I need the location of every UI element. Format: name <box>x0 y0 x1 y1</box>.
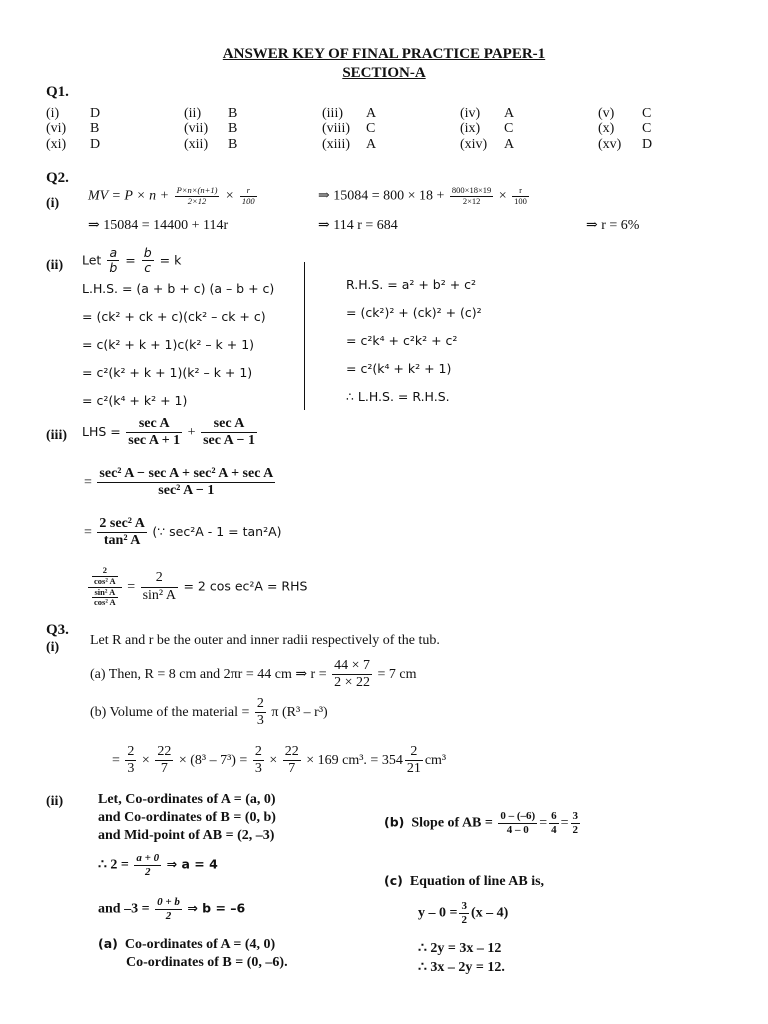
q2-i-formula: MV = P × n + $\frac{P\times n\times(n+1)}{2\times 12}$ × $\frac{r}{100}$ <box>88 185 255 206</box>
q1-question-number: (i) <box>46 106 60 121</box>
q2-iii-lhs: LHS = $\frac{\text{sec A}}{\text{sec A + 1}}$ + $\frac{\text{sec A}}{\text{sec A − 1}}$ <box>82 416 255 449</box>
q1-answer-letter: A <box>504 106 515 121</box>
q1-question-number: (iii) <box>322 106 343 121</box>
q3-ii-part-a: (a) Co-ordinates of A = (4, 0) <box>98 936 276 952</box>
q1-question-number: (xi) <box>46 137 67 152</box>
q3-i-intro: Let R and r be the outer and inner radii respectively of the tub. <box>90 633 440 648</box>
q1-question-number: (xii) <box>184 137 209 152</box>
q3-ii-part-c: (c) Equation of line AB is, <box>384 873 545 889</box>
q1-question-number: (xv) <box>598 137 622 152</box>
column-divider <box>304 262 305 410</box>
q3-ii-equation-1: y – 0 = $\frac{3}{2}$ (x – 4) <box>418 900 509 926</box>
q3-ii-line2: and Co-ordinates of B = (0, b) <box>98 810 276 825</box>
q2-iii-label: (iii) <box>46 428 67 443</box>
q2-iii-step4: $\frac{\frac{2}{\text{cos² A}}}{\frac{\text{sin² A}}{\text{cos² A}}}$ = $\frac{2}{\text{sin² A}}$ = 2 cos ec²A = RHS <box>86 566 307 608</box>
q3-ii-label: (ii) <box>46 794 64 809</box>
q1-answer-letter: B <box>228 106 238 121</box>
q1-question-number: (vii) <box>184 121 209 136</box>
rhs-step: ∴ L.H.S. = R.H.S. <box>346 389 450 404</box>
q1-answer-letter: D <box>642 137 653 152</box>
q3-ii-equation-3: ∴ 3x – 2y = 12. <box>418 960 505 975</box>
lhs-step: = (ck² + ck + c)(ck² – ck + c) <box>82 309 266 324</box>
q1-answer-letter: B <box>90 121 100 136</box>
q3-ii-solve-a: ∴ 2 = $\frac{a + 0}{2}$ ⇒ a = 4 <box>98 852 218 878</box>
q2-ii-label: (ii) <box>46 258 64 273</box>
q1-question-number: (xiii) <box>322 137 350 152</box>
lhs-step: = c²(k⁴ + k² + 1) <box>82 393 188 408</box>
q3-i-computation: = $\frac{2}{3}$ × $\frac{22}{7}$ × (8³ – 7³) = $\frac{2}{3}$ × $\frac{22}{7}$ × 169 cm³. = 354 $\frac{2}{21}$ cm³ <box>112 744 447 777</box>
q3-i-part-b: (b) Volume of the material = $\frac{2}{3}$ π (R³ – r³) <box>90 696 328 729</box>
q3-ii-part-b: (b) Slope of AB = $\frac{0 - (-6)}{4 - 0}$ = $\frac{6}{4}$ = $\frac{3}{2}$ <box>384 810 579 836</box>
q3-ii-solve-b: and –3 = $\frac{0 + b}{2}$ ⇒ b = –6 <box>98 896 246 922</box>
rhs-step: R.H.S. = a² + b² + c² <box>346 277 477 292</box>
q2-i-step3: ⇒ 114 r = 684 <box>318 218 398 233</box>
q3-ii-part-a-line2: Co-ordinates of B = (0, –6). <box>126 955 288 970</box>
q1-answer-letter: B <box>228 121 238 136</box>
q3-i-label: (i) <box>46 640 60 655</box>
q1-answer-letter: A <box>366 137 377 152</box>
q3-ii-line3: and Mid-point of AB = (2, –3) <box>98 828 275 843</box>
lhs-step: = c(k² + k + 1)c(k² – k + 1) <box>82 337 255 352</box>
q1-answer-letter: C <box>642 121 652 136</box>
q2-iii-step3: = $\frac{\text{2 sec² A}}{\text{tan² A}}$ (∵ sec²A - 1 = tan²A) <box>84 516 282 549</box>
q1-question-number: (ii) <box>184 106 202 121</box>
q2-ii-assumption: Let $\frac{a}{b}$ = $\frac{b}{c}$ = k <box>82 245 182 276</box>
q3-ii-line1: Let, Co-ordinates of A = (a, 0) <box>98 792 276 807</box>
lhs-step: L.H.S. = (a + b + c) (a – b + c) <box>82 281 275 296</box>
q3-label: Q3. <box>46 622 69 638</box>
q2-i-step2: ⇒ 15084 = 14400 + 114r <box>88 218 229 233</box>
q1-question-number: (xiv) <box>460 137 488 152</box>
q1-answer-letter: C <box>504 121 514 136</box>
rhs-step: = (ck²)² + (ck)² + (c)² <box>346 305 482 320</box>
lhs-step: = c²(k² + k + 1)(k² – k + 1) <box>82 365 253 380</box>
q1-answer-letter: B <box>228 137 238 152</box>
q1-answer-letter: A <box>366 106 377 121</box>
q2-i-label: (i) <box>46 196 60 211</box>
q1-answer-letter: C <box>642 106 652 121</box>
section-title: SECTION-A <box>342 65 426 81</box>
q1-question-number: (iv) <box>460 106 481 121</box>
q1-answer-letter: A <box>504 137 515 152</box>
q2-i-substitution: ⇒ 15084 = 800 × 18 + $\frac{800\times 18\times 19}{2\times 12}$ × $\frac{r}{100}$ <box>318 185 527 206</box>
rhs-step: = c²(k⁴ + k² + 1) <box>346 361 452 376</box>
q1-question-number: (x) <box>598 121 615 136</box>
q2-iii-step2: = $\frac{\text{sec² A − sec A + sec² A + sec A}}{\text{sec² A − 1}}$ <box>84 466 274 499</box>
q1-answer-letter: C <box>366 121 376 136</box>
page-title: ANSWER KEY OF FINAL PRACTICE PAPER-1 <box>222 46 546 62</box>
q1-question-number: (v) <box>598 106 615 121</box>
q2-label: Q2. <box>46 170 69 186</box>
q3-ii-equation-2: ∴ 2y = 3x – 12 <box>418 941 502 956</box>
q2-i-result: ⇒ r = 6% <box>586 218 640 233</box>
q1-question-number: (viii) <box>322 121 350 136</box>
q1-answer-letter: D <box>90 106 101 121</box>
q1-answer-letter: D <box>90 137 101 152</box>
q1-question-number: (ix) <box>460 121 481 136</box>
q1-question-number: (vi) <box>46 121 67 136</box>
q1-label: Q1. <box>46 84 69 100</box>
q3-i-part-a: (a) Then, R = 8 cm and 2πr = 44 cm ⇒ r = $\frac{44 \times 7}{2 \times 22}$ = 7 cm <box>90 658 417 691</box>
rhs-step: = c²k⁴ + c²k² + c² <box>346 333 458 348</box>
